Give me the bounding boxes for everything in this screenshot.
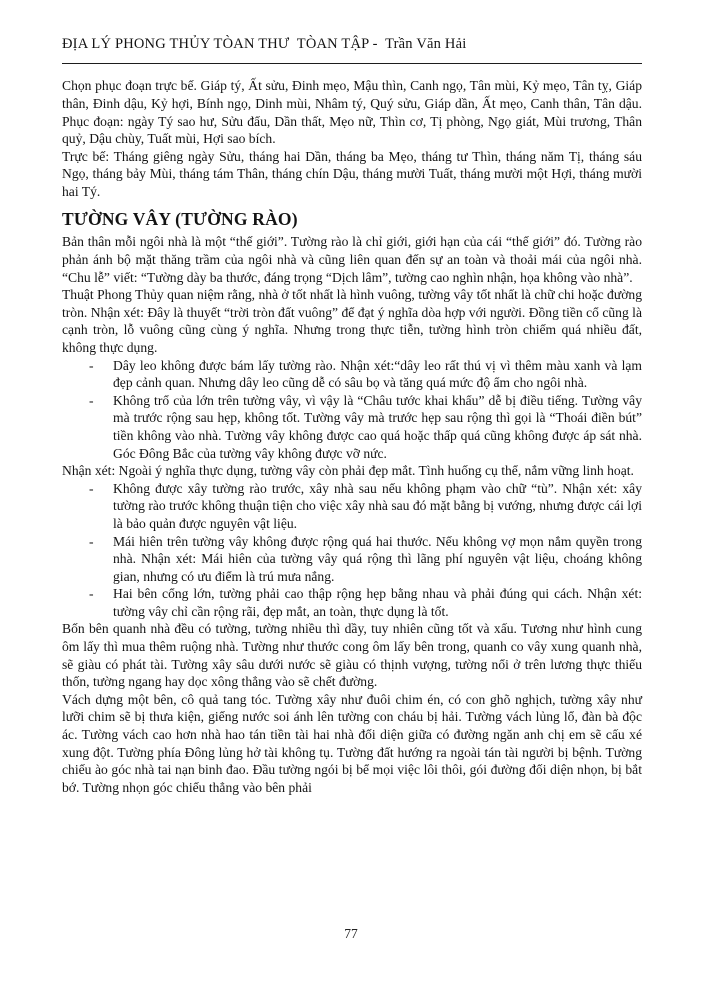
bullet-item — [62, 480, 642, 533]
bullet-text: Không trổ của lớn trên tường vây, vì vậy là “Châu tước khai khẩu” dễ bị điều tiếng. Tường vây mà trước rộng sau hẹp, không tốt. Tường vây mà trước hẹp sau rộng thì gọi là “Thoái điền bút” tiền không vào nhà. Tường vây không được cao quá hoặc thấp quá cũng không được áp sát nhà. Góc Đông Bắc của tường vây không được vỡ nức. — [113, 392, 642, 461]
paragraph: Bốn bên quanh nhà đều có tường, tường nhiều thì dầy, tuy nhiên cũng tốt và xấu. Tương như hình cung ôm lấy thì mua thêm ruộng nhà. Tường như thước cong ôm lấy bên trong, quanh co vây xung quanh nhà, sẽ giàu có phát tài. Tường xây sâu dưới nước sẽ giàu có thịnh vượng, tường nổi ở trên lương thực thiếu thốn, tường ngang hay dọc xông thẳng vào sẽ chết đường. — [62, 621, 642, 690]
bullet-dash: - — [89, 392, 94, 408]
document-body — [62, 77, 642, 796]
bullet-dash: - — [89, 480, 94, 496]
paragraph: Vách dựng một bên, cô quả tang tóc. Tường xây như đuôi chim én, có con ghõ nghịch, tường xây như lưỡi chim sẽ bị thưa kiện, giếng nước soi ánh lên tường con cháu bị hải. Tường vách lủng lổ, đàn bà độc ác. Tường vách cao hơn nhà hao tán tiền tài hai nhà đối diện giữa có đường ngăn anh chị em sẽ cấu xé xung đột. Tường phía Đông lủng hở tài không tụ. Tường đất hướng ra ngoài tán tài người bị bệnh. Tường chiếu ào góc nhà tai nạn binh đao. Đầu tường ngói bị bể mọi việc lôi thôi, gói đường đối diện nhọn, bị bắt bớ. Tường nhọn góc chiếu thẳng vào bên phải — [62, 691, 642, 795]
bullet-item — [62, 585, 642, 620]
page-number: 77 — [344, 926, 358, 941]
bullet-dash: - — [89, 357, 94, 373]
paragraph: Thuật Phong Thủy quan niệm rằng, nhà ở tốt nhất là hình vuông, tường vây tốt nhất là chữ chi hoặc đường tròn. Nhận xét: Đây là thuyết “trời tròn đất vuông” để đạt ý nghĩa dòa hợp với người. Đồng tiền cổ cũng là cạnh tròn, lỗ vuông cũng cùng ý nghĩa. Nhưng trong thực tiễn, tường hình tròn chiếm quá nhiều đất, không thực dụng. — [62, 287, 642, 355]
bullet-text: Không được xây tường rào trước, xây nhà sau nếu không phạm vào chữ “tù”. Nhận xét: xây tường rào trước không thuận tiện cho việc xây nhà sau đó mặt bằng bị vướng, nhưng được cái lợi là bảo quản được nguyên vật liệu. — [113, 480, 642, 531]
paragraph: Nhận xét: Ngoài ý nghĩa thực dụng, tường vây còn phải đẹp mắt. Tình huống cụ thể, nắm vững linh hoạt. — [62, 463, 634, 479]
bullet-text: Hai bên cổng lớn, tường phải cao thập rộng hẹp bằng nhau và phải đúng qui cách. Nhận xét: tường vây chỉ cần rộng rãi, đẹp mắt, an toàn, thực dụng là tốt. — [113, 586, 642, 619]
paragraph: Trực bế: Tháng giêng ngày Sửu, tháng hai Dần, tháng ba Mẹo, tháng tư Thìn, tháng năm Tị, tháng sáu Ngọ, tháng bảy Mùi, tháng tám Thân, tháng chín Dậu, tháng mười Tuất, tháng mười một Hợi, tháng mười hai Tý. — [62, 148, 642, 199]
running-header: ĐỊA LÝ PHONG THỦY TÒAN THƯ TÒAN TẬP - Trần Văn Hải — [62, 36, 642, 64]
paragraph: Bản thân mỗi ngôi nhà là một “thế giới”. Tường rào là chỉ giới, giới hạn của cái “thế giới” đó. Tường rào phản ánh bộ mặt thăng trầm của ngôi nhà và cũng liên quan đến sự an toàn và thoải mái của ngôi nhà. “Chu lễ” viết: “Tường dày ba thước, đáng trọng “Dịch lâm”, tường cao nghìn nhận, họa không vào nhà”. — [62, 234, 642, 285]
bullet-item — [62, 357, 642, 392]
bullet-text: Mái hiên trên tường vây không được rộng quá hai thước. Nếu không vợ mọn nắm quyền trong nhà. Nhận xét: Mái hiên của tường vây quá rộng thì lãng phí nguyên vật liệu, choáng không gian, nhưng có ưu điểm là trú mưa nắng. — [113, 533, 642, 584]
bullet-dash: - — [89, 586, 94, 602]
section-heading: TƯỜNG VÂY (TƯỜNG RÀO) — [62, 208, 298, 229]
bullet-item — [62, 392, 642, 462]
bullet-item — [62, 533, 642, 586]
bullet-dash: - — [89, 533, 94, 549]
bullet-text: Dây leo không được bám lấy tường rào. Nhận xét:“dây leo rất thú vị vì thêm màu xanh và lạm đẹp cảnh quan. Nhưng dây leo cũng dễ có sâu bọ và tăng quá mức độ ẩm cho ngôi nhà. — [113, 357, 642, 391]
paragraph: Chọn phục đoạn trực bế. Giáp tý, Ất sửu, Đinh mẹo, Mậu thìn, Canh ngọ, Tân mùi, Kỷ mẹo, Tân tỵ, Giáp thân, Đinh dậu, Kỷ hợi, Bính ngọ, Dinh mùi, Nhâm tý, Quý sửu, Giáp dần, Ất mẹo, Canh thân, Tân dậu. Phục đoạn: ngày Tý sao hư, Sửu đẩu, Dần thất, Mẹo nữ, Thìn cơ, Tị phòng, Ngọ giát, Mùi trương, Thân quỷ, Dậu chùy, Tuất mùi, Hợi sao bích. — [62, 78, 642, 147]
